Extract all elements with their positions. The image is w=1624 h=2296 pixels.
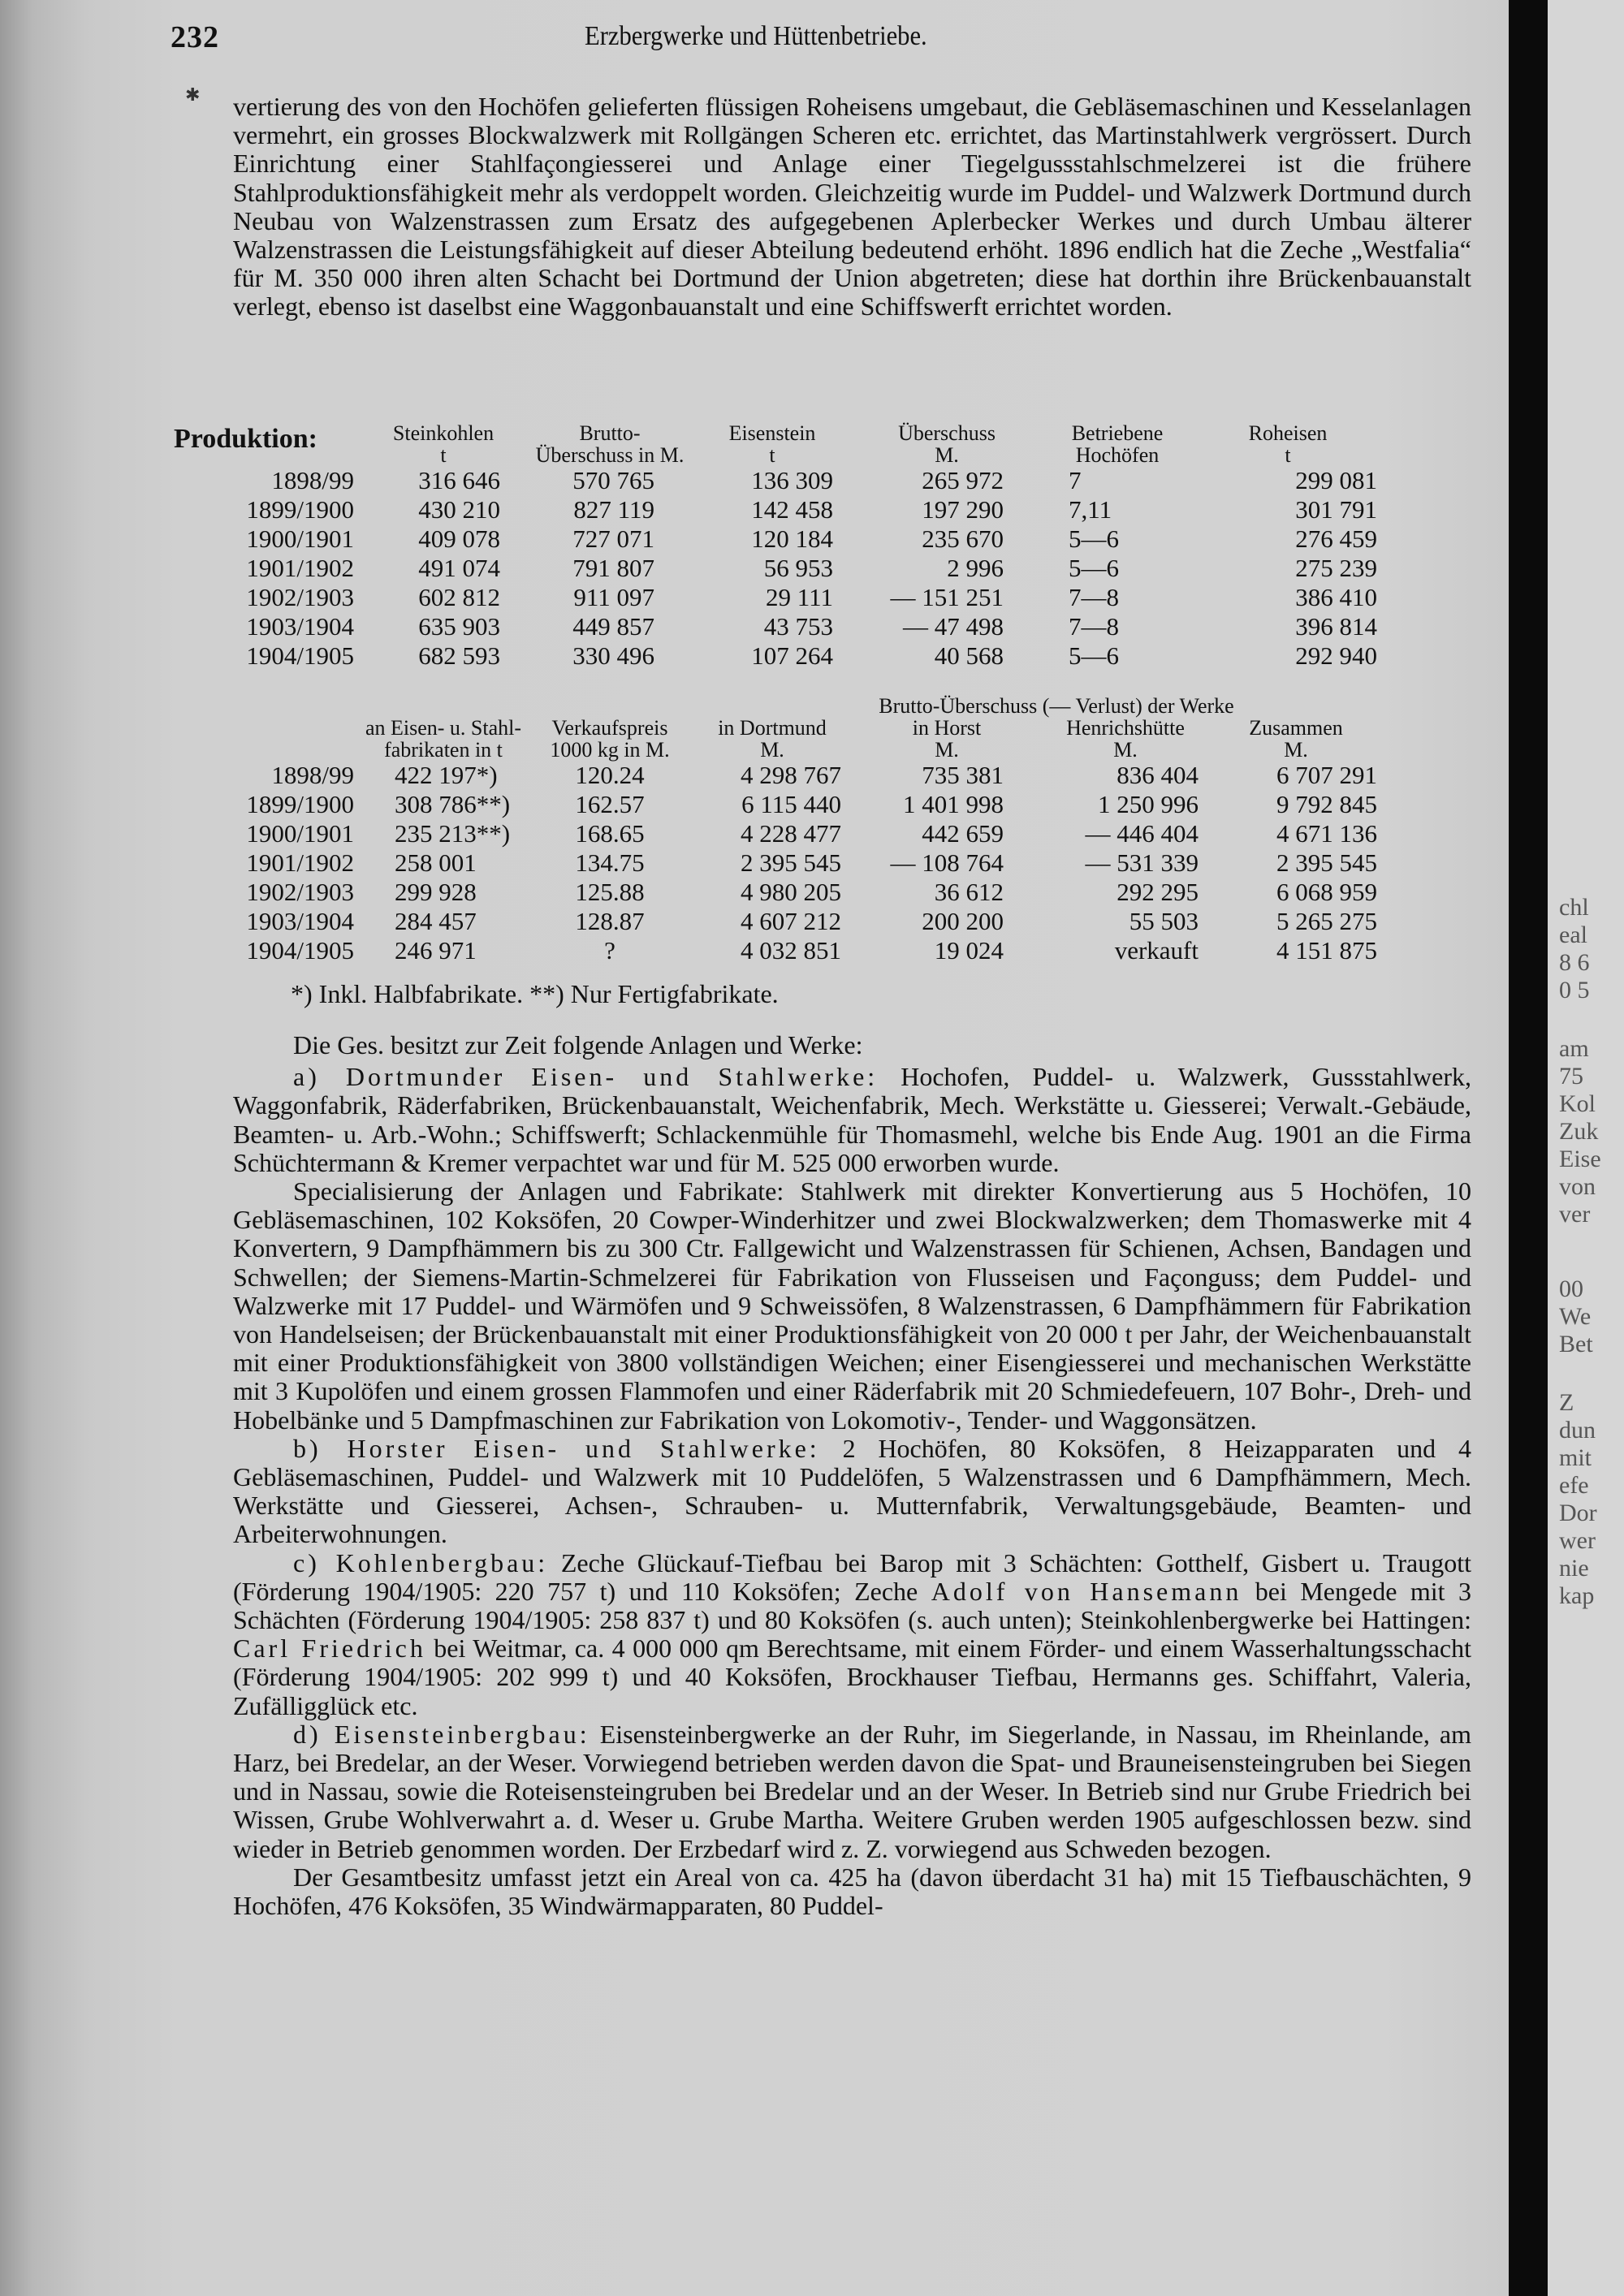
col-header-brutto-ueberschuss: Brutto- Überschuss in M. xyxy=(535,421,685,467)
table-footnote: *) Inkl. Halbfabrikate. **) Nur Fertigfabrikate. xyxy=(291,979,779,1008)
adjacent-page-fragment: Kol xyxy=(1559,1090,1596,1117)
table-row: 1904/1905 246 971 ? 4 032 851 19 024 verkauft 4 151 875 xyxy=(246,936,1377,965)
intro-paragraph-block xyxy=(233,93,1471,322)
col-header-hochoefen: Betriebene Hochöfen xyxy=(1071,421,1164,467)
section-d-heading: d) Eisensteinbergbau: xyxy=(293,1719,590,1749)
book-gutter xyxy=(1509,0,1548,2296)
adjacent-page-fragment: Z xyxy=(1559,1389,1574,1416)
table-row: 1899/1900 430 210 827 119 142 458 197 290 7,11 301 791 xyxy=(246,495,1377,524)
adjacent-page-fragment: 0 5 xyxy=(1559,977,1590,1003)
section-a-heading: a) Dortmunder Eisen- und Stahlwerke: xyxy=(293,1062,879,1092)
col-header-horst: in Horst M. xyxy=(912,716,982,762)
adjacent-page-edge xyxy=(1548,0,1624,2296)
adjacent-page-fragment: Bet xyxy=(1559,1331,1593,1357)
adjacent-page-fragment: nie xyxy=(1559,1555,1589,1582)
adjacent-page-fragment: am xyxy=(1559,1035,1589,1062)
table-row: 1898/99 422 197*) 120.24 4 298 767 735 381 836 404 6 707 291 xyxy=(271,761,1377,789)
adjacent-page-fragment: chl xyxy=(1559,894,1589,921)
adjacent-page-fragment: Eise xyxy=(1559,1146,1601,1172)
section-b: b) Horster Eisen- und Stahlwerke: 2 Hochöfen, 80 Koksöfen, 8 Heizapparaten und 4 Gebläsemaschinen, Puddel- und Walzwerk mit 10 Puddelöfen, 5 Walzenstrassen und 6 Dampfhämmern, Mech. Werkstätte und Giesserei, Achsen-, Schrauben- u. Mutternfabrik, Verwaltungsgebäude, Beamten- und Arbeiterwohnungen. xyxy=(233,1433,1472,1549)
adjacent-page-fragment: Zuk xyxy=(1559,1118,1599,1145)
adjacent-page-fragment: Dor xyxy=(1559,1500,1597,1526)
adjacent-page-fragment: eal xyxy=(1559,921,1587,948)
adjacent-page-fragment: 8 6 xyxy=(1559,949,1590,976)
col-header-gesamt-prod: an Eisen- u. Stahl- fabrikaten in t xyxy=(365,716,522,762)
table-row: 1902/1903 602 812 911 097 29 111 — 151 251 7—8 386 410 xyxy=(246,583,1377,611)
table-row: 1904/1905 682 593 330 496 107 264 40 568 5—6 292 940 xyxy=(246,641,1377,670)
adjacent-page-fragment: von xyxy=(1559,1173,1596,1200)
col-header-eisenstein: Eisenstein t xyxy=(728,421,816,467)
body-text xyxy=(233,1031,1471,1920)
table-row: 1901/1902 258 001 134.75 2 395 545 — 108 764 — 531 339 2 395 545 xyxy=(246,848,1377,877)
section-b-heading: b) Horster Eisen- und Stahlwerke: xyxy=(293,1433,820,1463)
adjacent-page-fragment: We xyxy=(1559,1303,1592,1330)
section-c-heading: c) Kohlenbergbau: xyxy=(293,1547,549,1577)
running-title: Erzbergwerke und Hüttenbetriebe. xyxy=(585,21,927,51)
section-d: d) Eisensteinbergbau: Eisensteinbergwerke an der Ruhr, im Siegerlande, in Nassau, im Rheinlande, am Harz, bei Bredelar, an der Weser. Vorwiegend betrieben werden davon die Spat- und Brauneisensteingruben bei Siegen und in Nassau, sowie die Roteisensteingruben bei Bredelar und an der Weser. In Betrieb sind nur Grube Friedrich bei Wissen, Grube Wohlverwahrt a. d. Weser u. Grube Martha. Weitere Gruben werden 1905 aufgeschlossen bezw. sind wieder in Betrieb genommen worden. Der Erzbedarf wird z. Z. vorwiegend aus Schweden bezogen. xyxy=(233,1719,1472,1863)
adjacent-page-fragment: dun xyxy=(1559,1417,1596,1444)
production-label: Produktion: xyxy=(174,424,317,454)
section-closing: Der Gesamtbesitz umfasst jetzt ein Areal von ca. 425 ha (davon überdacht 31 ha) mit 15 Tiefbauschächten, 9 Hochöfen, 476 Koksöfen, 35 Windwärmapparaten, 80 Puddel- xyxy=(233,1862,1471,1921)
col-header-henrichshuette: Henrichshütte M. xyxy=(1066,716,1185,762)
col-header-verkaufspreis: Verkaufspreis 1000 kg in M. xyxy=(550,716,670,762)
table-row: 1900/1901 235 213**) 168.65 4 228 477 442 659 — 446 404 4 671 136 xyxy=(246,819,1377,848)
col-header-ueberschuss: Überschuss M. xyxy=(898,421,996,467)
table-row: 1902/1903 299 928 125.88 4 980 205 36 612 292 295 6 068 959 xyxy=(246,878,1377,906)
col-header-roheisen: Roheisen t xyxy=(1248,421,1328,467)
adjacent-page-fragment: wer xyxy=(1559,1527,1596,1554)
adjacent-page-fragment: ver xyxy=(1559,1201,1591,1228)
finance-table xyxy=(203,695,1377,965)
adjacent-page-fragment: efe xyxy=(1559,1472,1589,1499)
print-mark: ✱ xyxy=(185,84,201,105)
adjacent-page-fragment: mit xyxy=(1559,1444,1592,1471)
production-table xyxy=(203,422,1377,671)
page-number: 232 xyxy=(171,20,219,54)
col-header-dortmund: in Dortmund M. xyxy=(718,716,827,762)
finance-table-header xyxy=(203,717,1377,761)
table-row: 1899/1900 308 786**) 162.57 6 115 440 1 401 998 1 250 996 9 792 845 xyxy=(246,790,1377,818)
col-header-zusammen: Zusammen M. xyxy=(1249,716,1343,762)
section-specialisation: Specialisierung der Anlagen und Fabrikate: Stahlwerk mit direkter Konvertierung aus 5 Hochöfen, 10 Gebläsemaschinen, 102 Koksöfen, 20 Cowper-Winderhitzer und zwei Blockwalzwerken; dem Thomaswerke mit 4 Konvertern, 9 Dampfhämmern bis zu 300 Ctr. Fallgewicht und Walzenstrassen für Schienen, Achsen, Bandagen und Schwellen; der Siemens-Martin-Schmelzerei für Fabrikation von Flusseisen und Façonguss; dem Puddel- und Walzwerke mit 17 Puddel- und Wärmöfen und 9 Schweissöfen, 8 Walzenstrassen, 6 Dampfhämmern für Fabrikation von Handelseisen; der Brückenbauanstalt mit einer Produktionsfähigkeit von 20 000 t per Jahr, der Weichenbauanstalt mit einer Produktionsfähigkeit von 3800 vollständigen Weichen; einer Eisengiesserei und mechanischen Werkstätte mit 3 Kupolöfen und einem grossen Flammofen und einer Räderfabrik mit 20 Schmiedefeuern, 107 Bohr-, Dreh- und Hobelbänke und 5 Dampfmaschinen zur Fabrikation von Lokomotiv-, Tender- und Waggonsätzen. xyxy=(233,1176,1471,1435)
table-row: 1900/1901 409 078 727 071 120 184 235 670 5—6 276 459 xyxy=(246,524,1377,553)
col-header-steinkohlen: Steinkohlen t xyxy=(392,421,495,467)
adjacent-page-fragment: 75 xyxy=(1559,1063,1583,1090)
production-table-header xyxy=(203,422,1377,466)
table-row: 1898/99 316 646 570 765 136 309 265 972 7 299 081 xyxy=(271,466,1377,494)
section-intro: Die Ges. besitzt zur Zeit folgende Anlagen und Werke: xyxy=(293,1030,863,1060)
intro-paragraph: vertierung des von den Hochöfen gelieferten flüssigen Roheisens umgebaut, die Gebläsemaschinen und Kesselanlagen vermehrt, ein grosses Blockwalzwerk mit Rollgängen Scheren etc. errichtet, das Martinstahlwerk vergrössert. Durch Einrichtung einer Stahlfaçongiesserei und Anlage einer Tiegelgussstahlschmelzerei ist die frühere Stahlproduktionsfähigkeit mehr als verdoppelt worden. Gleichzeitig wurde im Puddel- und Walzwerk Dortmund durch Neubau von Walzenstrassen zum Ersatz des aufgegebenen Aplerbecker Werkes und durch Umbau älterer Walzenstrassen die Leistungsfähigkeit auf dieser Abteilung bedeutend erhöht. 1896 endlich hat die Zeche „Westfalia“ für M. 350 000 ihren alten Schacht bei Dortmund der Union abgetreten; diese hat dorthin ihre Brückenbauanstalt verlegt, ebenso ist daselbst eine Waggonbauanstalt und eine Schiffswerft errichtet worden. xyxy=(233,92,1471,322)
section-c: c) Kohlenbergbau: Zeche Glückauf-Tiefbau bei Barop mit 3 Schächten: Gotthelf, Gisbert u. Traugott (Förderung 1904/1905: 220 757 t) und 110 Koksöfen; Zeche Adolf von Hansemann bei Mengede mit 3 Schächten (Förderung 1904/1905: 258 837 t) und 80 Koksöfen (s. auch unten); Steinkohlenbergwerke bei Hattingen: Carl Friedrich bei Weitmar, ca. 4 000 000 qm Berechtsame, mit einem Förder- und einem Wasserhaltungsschacht (Förderung 1904/1905: 202 999 t) und 40 Koksöfen, Brockhauser Tiefbau, Hermanns ges. Schiffahrt, Valeria, Zufälligglück etc. xyxy=(233,1547,1472,1720)
table-row: 1903/1904 635 903 449 857 43 753 — 47 498 7—8 396 814 xyxy=(246,612,1377,641)
table-row: 1903/1904 284 457 128.87 4 607 212 200 200 55 503 5 265 275 xyxy=(246,907,1377,935)
table-row: 1901/1902 491 074 791 807 56 953 2 996 5—6 275 239 xyxy=(246,554,1377,582)
section-a: a) Dortmunder Eisen- und Stahlwerke: Hochofen, Puddel- u. Walzwerk, Gussstahlwerk, Waggonfabrik, Räderfabriken, Brückenbauanstalt, Weichenfabrik, Mech. Werkstätte u. Giesserei; Verwalt.-Gebäude, Beamten- u. Arb.-Wohn.; Schiffswerft; Schlackenmühle für Thomasmehl, welche bis Ende Aug. 1901 an die Firma Schüchtermann & Kremer verpachtet war und für M. 525 000 erworben wurde. xyxy=(233,1062,1472,1177)
adjacent-page-fragment: kap xyxy=(1559,1582,1595,1609)
group-header-brutto-ueberschuss: Brutto-Überschuss (— Verlust) der Werke xyxy=(879,694,1234,718)
adjacent-page-fragment: 00 xyxy=(1559,1275,1583,1302)
